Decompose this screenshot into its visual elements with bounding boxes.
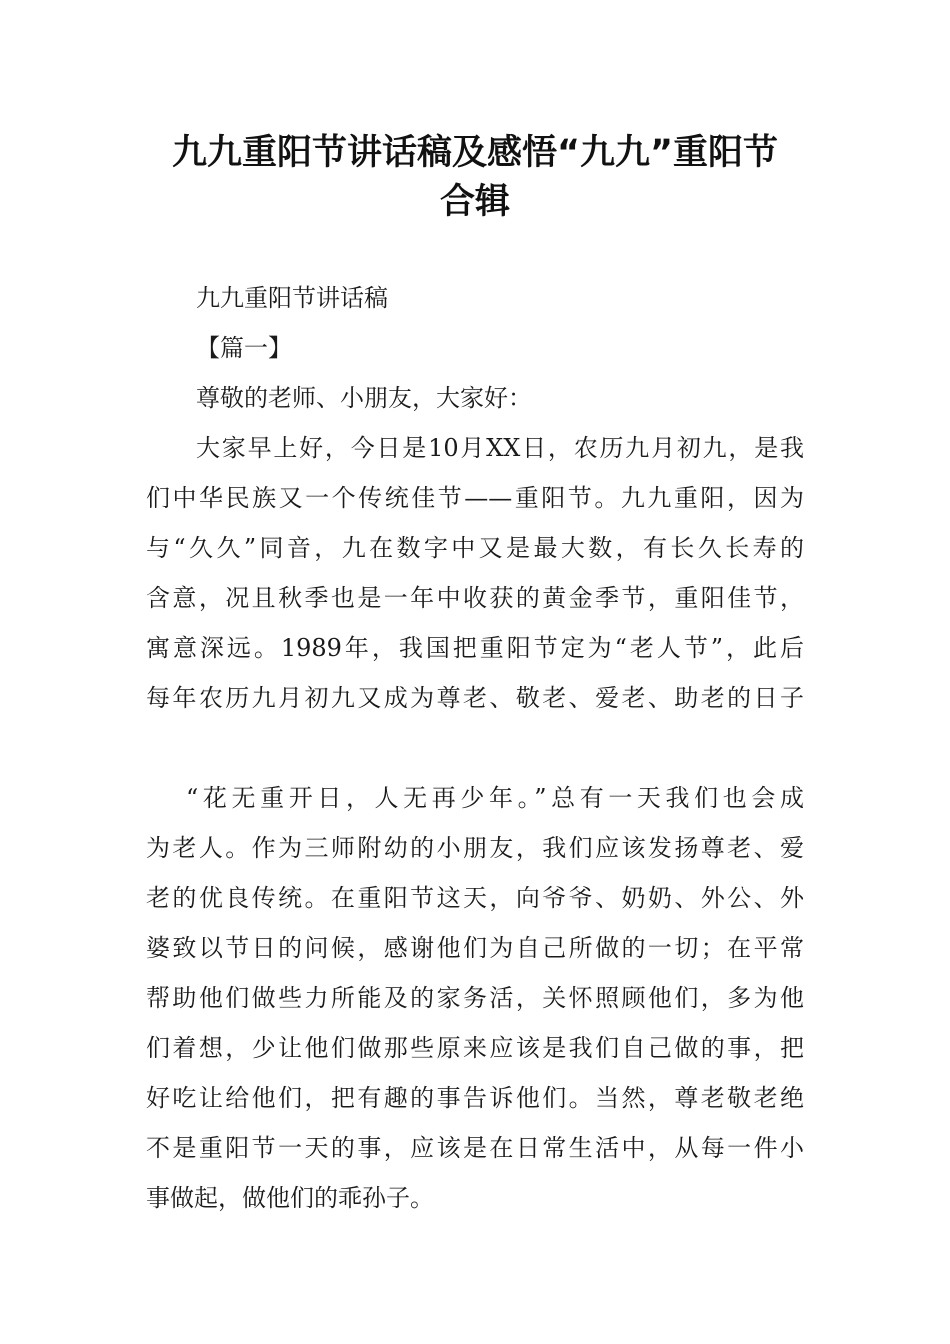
part-label: 【篇一】: [196, 334, 292, 362]
paragraph2-line: 为老人。作为三师附幼的小朋友，我们应该发扬尊老、爱: [146, 834, 804, 862]
paragraph1-line: 们中华民族又一个传统佳节——重阳节。九九重阳，因为: [146, 484, 804, 512]
paragraph1-line: 含意，况且秋季也是一年中收获的黄金季节，重阳佳节，: [146, 584, 804, 612]
greeting: 尊敬的老师、小朋友，大家好：: [196, 384, 532, 412]
paragraph1-line: 寓意深远。1989年，我国把重阳节定为“老人节”，此后: [146, 634, 804, 662]
paragraph1-line: 大家早上好，今日是10月XX日，农历九月初九，是我: [196, 434, 804, 462]
document-title-line-2: 合辑: [439, 182, 510, 222]
section-heading: 九九重阳节讲话稿: [196, 284, 388, 312]
paragraph2-line: 帮助他们做些力所能及的家务活，关怀照顾他们，多为他: [146, 984, 804, 1012]
document-title-line-1: 九九重阳节讲话稿及感悟“九九”重阳节: [171, 133, 778, 173]
paragraph2-line: 好吃让给他们，把有趣的事告诉他们。当然，尊老敬老绝: [146, 1084, 804, 1112]
paragraph1-line: 每年农历九月初九又成为尊老、敬老、爱老、助老的日子: [146, 684, 804, 712]
paragraph2-line: 老的优良传统。在重阳节这天，向爷爷、奶奶、外公、外: [146, 884, 804, 912]
paragraph1-line: 与“久久”同音，九在数字中又是最大数，有长久长寿的: [146, 534, 804, 562]
paragraph2-line: 不是重阳节一天的事，应该是在日常生活中，从每一件小: [146, 1134, 804, 1162]
paragraph2-line: 婆致以节日的问候，感谢他们为自己所做的一切；在平常: [146, 934, 804, 962]
paragraph2-line: “花无重开日，人无再少年。”总有一天我们也会成: [186, 784, 804, 812]
paragraph2-line: 们着想，少让他们做那些原来应该是我们自己做的事，把: [146, 1034, 804, 1062]
paragraph2-line: 事做起，做他们的乖孙子。: [146, 1184, 434, 1212]
